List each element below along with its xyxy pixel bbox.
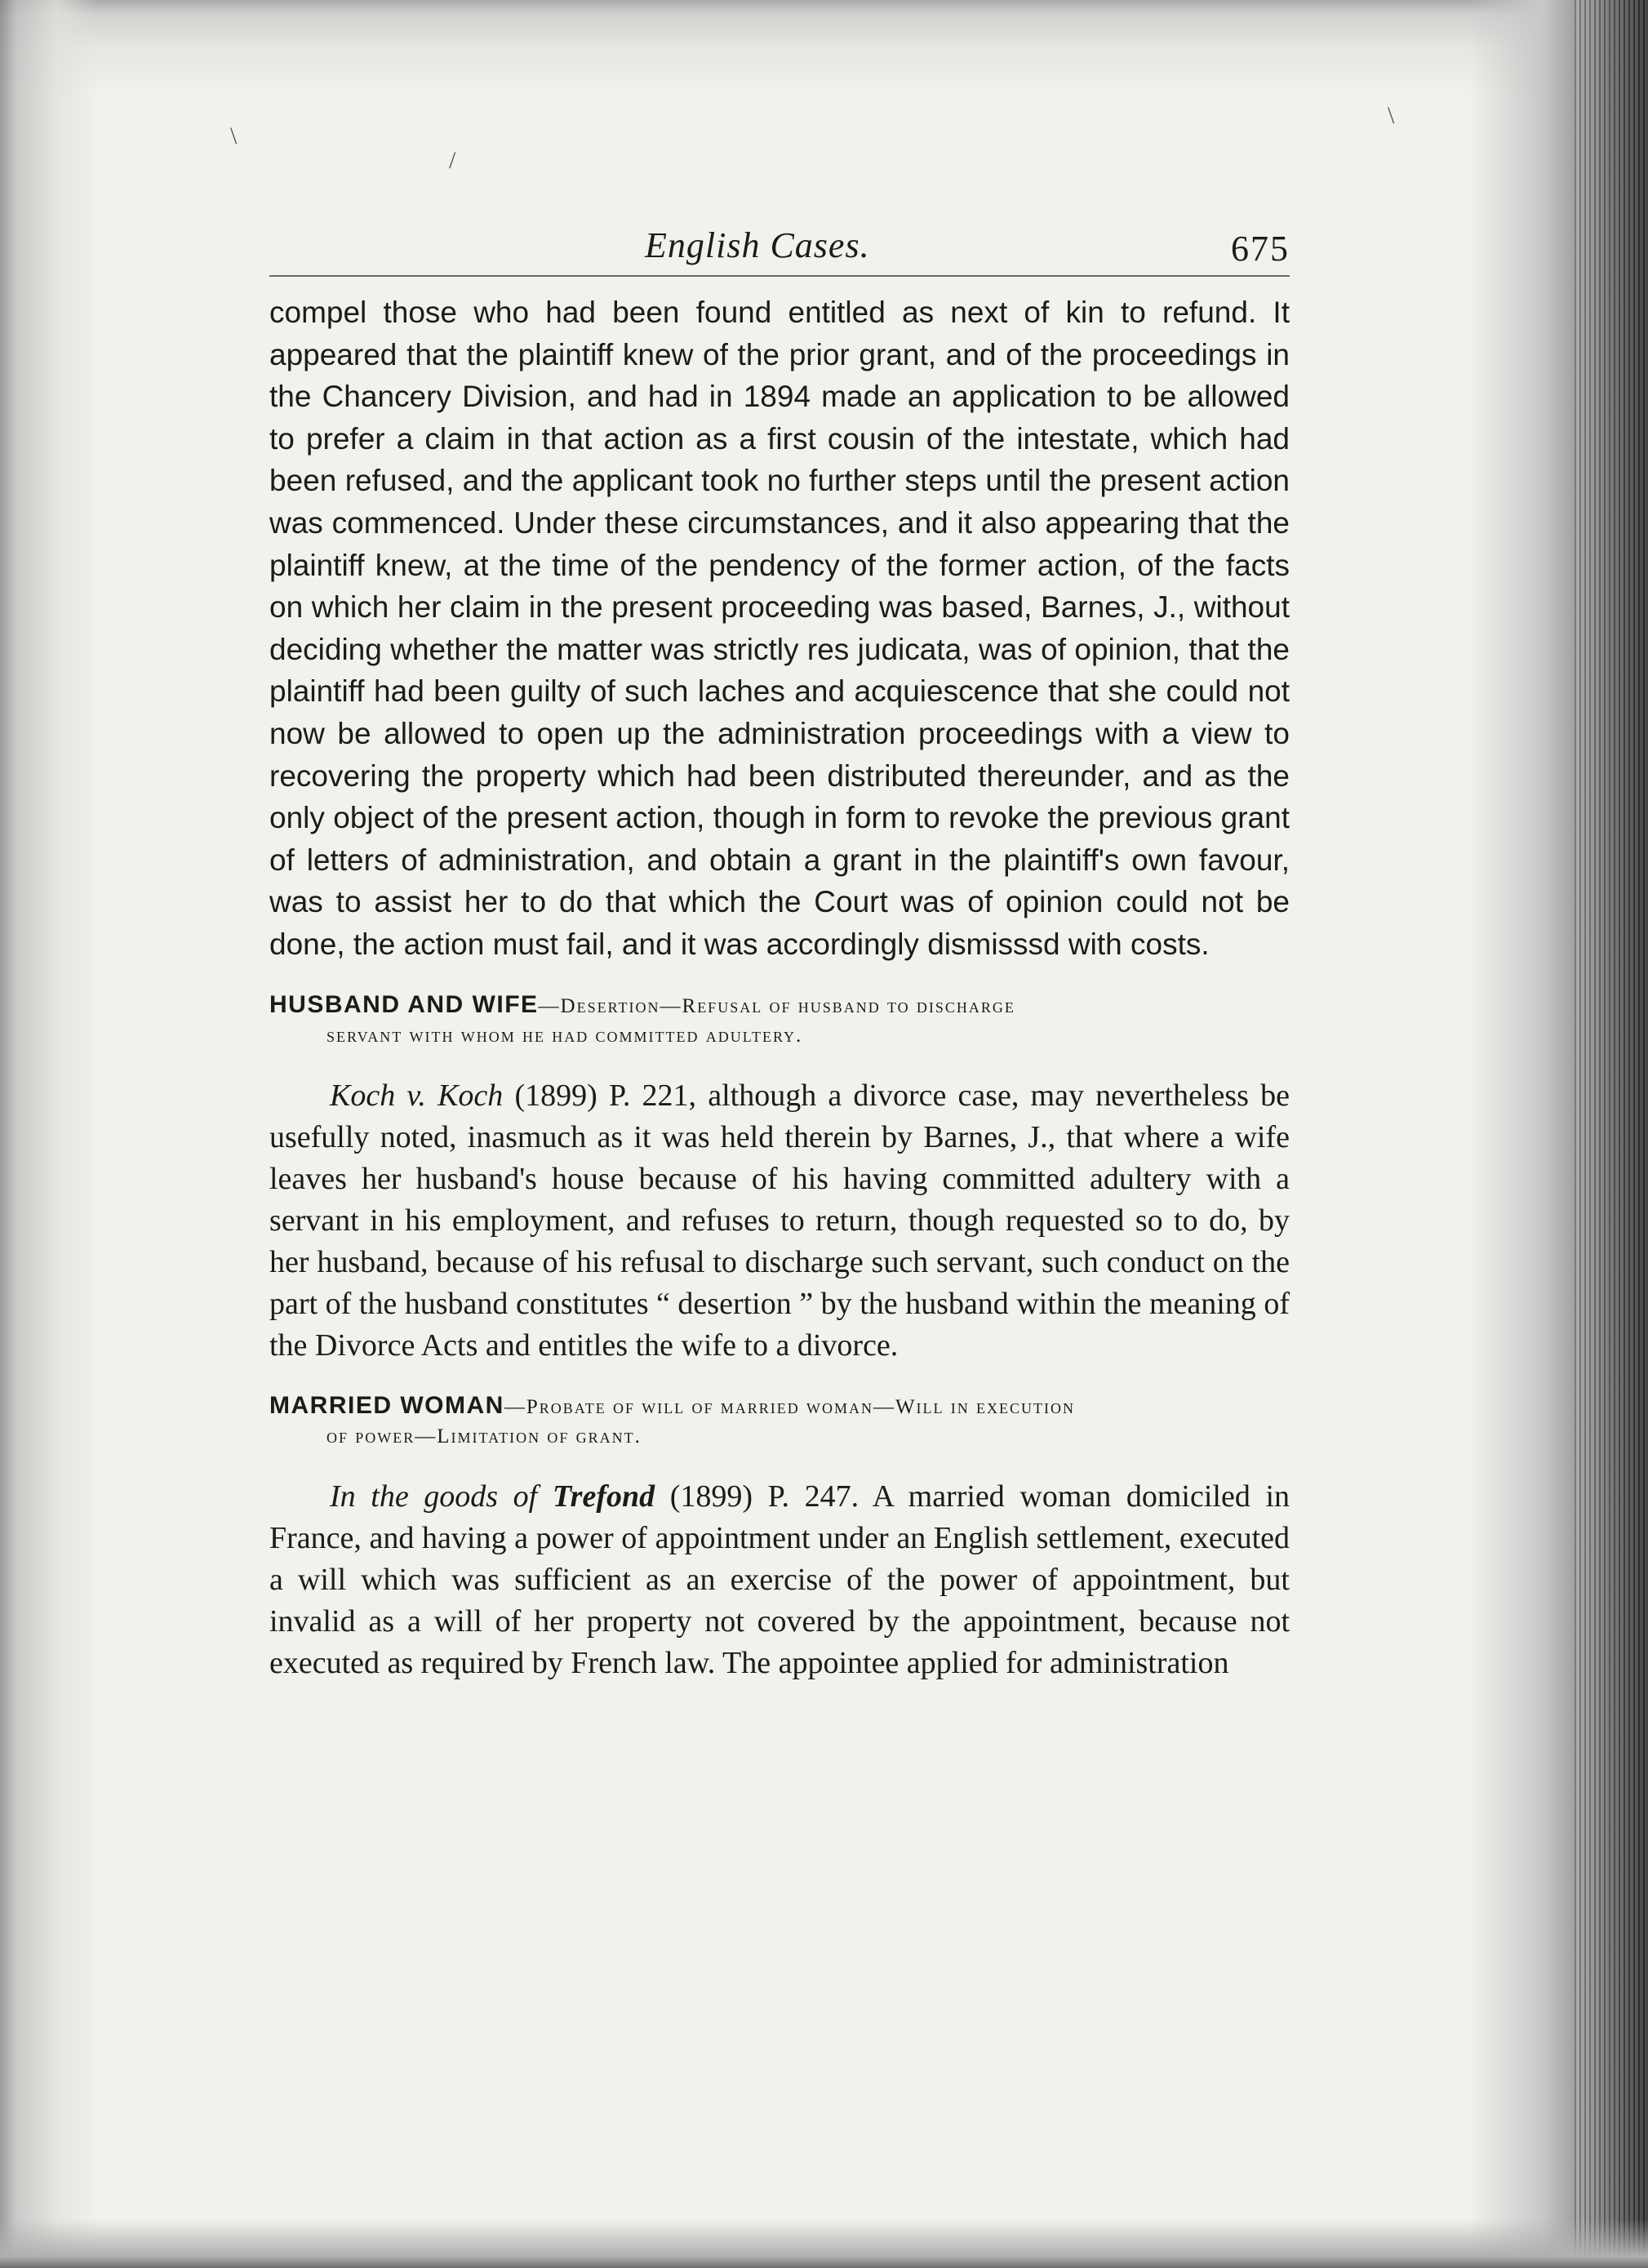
section-husband-and-wife bbox=[269, 990, 1290, 1367]
case-paragraph bbox=[269, 1075, 1290, 1367]
heading-subject: —Probate of will of married woman—Will in execution bbox=[504, 1395, 1076, 1418]
case-citation: (1899) P. 247. bbox=[655, 1479, 860, 1514]
scan-edge-right-texture bbox=[1575, 0, 1648, 2268]
heading-keyword: HUSBAND AND WIFE bbox=[269, 990, 539, 1018]
scan-speck: \ bbox=[230, 122, 238, 149]
heading-subject: —Desertion—Refusal of husband to discharge bbox=[538, 994, 1015, 1017]
case-name: Trefond bbox=[552, 1479, 655, 1514]
book-page bbox=[269, 225, 1290, 1684]
case-body: A married woman domiciled in France, and having a power of appointment under an English settlement, executed a will which was sufficient as an exercise of the power of appointment, but invalid as a will of her property not covered by the appointment, because not executed as required by French law. The appointee applied for administration bbox=[269, 1479, 1290, 1680]
case-name-prefix: In the goods of bbox=[330, 1479, 538, 1514]
section-heading bbox=[269, 1391, 1290, 1452]
heading-keyword: MARRIED WOMAN bbox=[269, 1391, 504, 1419]
intro-section bbox=[269, 291, 1290, 966]
scan-edge-top bbox=[0, 0, 1648, 98]
running-title: English Cases. bbox=[645, 225, 870, 265]
heading-subject-continued: servant with whom he had committed adultery. bbox=[326, 1024, 803, 1047]
intro-paragraph: compel those who had been found entitled as next of kin to refund. It appeared that the plaintiff knew of the prior grant, and of the proceedings in the Chancery Division, and had in 1894 made an application to be allowed to prefer a claim in that action as a first cousin of the intestate, which had been refused, and the applicant took no further steps until the present action was commenced. Under these circumstances, and it also appearing that the plaintiff knew, at the time of the pendency of the former action, of the facts on which her claim in the present proceeding was based, Barnes, J., without deciding whether the matter was strictly res judicata, was of opinion, that the plaintiff had been guilty of such laches and acquiescence that she could not now be allowed to open up the administration proceedings with a view to recovering the property which had been distributed thereunder, and as the only object of the present action, though in form to revoke the previous grant of letters of administration, and obtain a grant in the plaintiff's own favour, was to assist her to do that which the Court was of opinion could not be done, the action must fail, and it was accordingly dismisssd with costs. bbox=[269, 296, 1290, 961]
scan-speck: / bbox=[449, 147, 456, 174]
scan-edge-bottom bbox=[0, 2219, 1648, 2268]
section-heading bbox=[269, 990, 1290, 1051]
case-name: Koch v. Koch bbox=[330, 1078, 504, 1113]
section-married-woman bbox=[269, 1391, 1290, 1684]
case-body: although a divorce case, may nevertheless be usefully noted, inasmuch as it was held therein by Barnes, J., that where a wife leaves her husband's house because of his having committed adultery with a servant in his employment, and refuses to return, though requested so to do, by her husband, because of his refusal to discharge such servant, such conduct on the part of the husband constitutes “ desertion ” by the husband within the meaning of the Divorce Acts and entitles the wife to a divorce. bbox=[269, 1078, 1290, 1363]
scan-speck: \ bbox=[1388, 102, 1395, 129]
header-rule bbox=[269, 275, 1290, 277]
case-citation: (1899) P. 221, bbox=[503, 1078, 697, 1113]
scan-edge-left bbox=[0, 0, 98, 2268]
case-paragraph bbox=[269, 1476, 1290, 1684]
page-number: 675 bbox=[1231, 229, 1290, 269]
running-head bbox=[269, 225, 1290, 282]
heading-subject-continued: of power—Limitation of grant. bbox=[326, 1425, 642, 1448]
